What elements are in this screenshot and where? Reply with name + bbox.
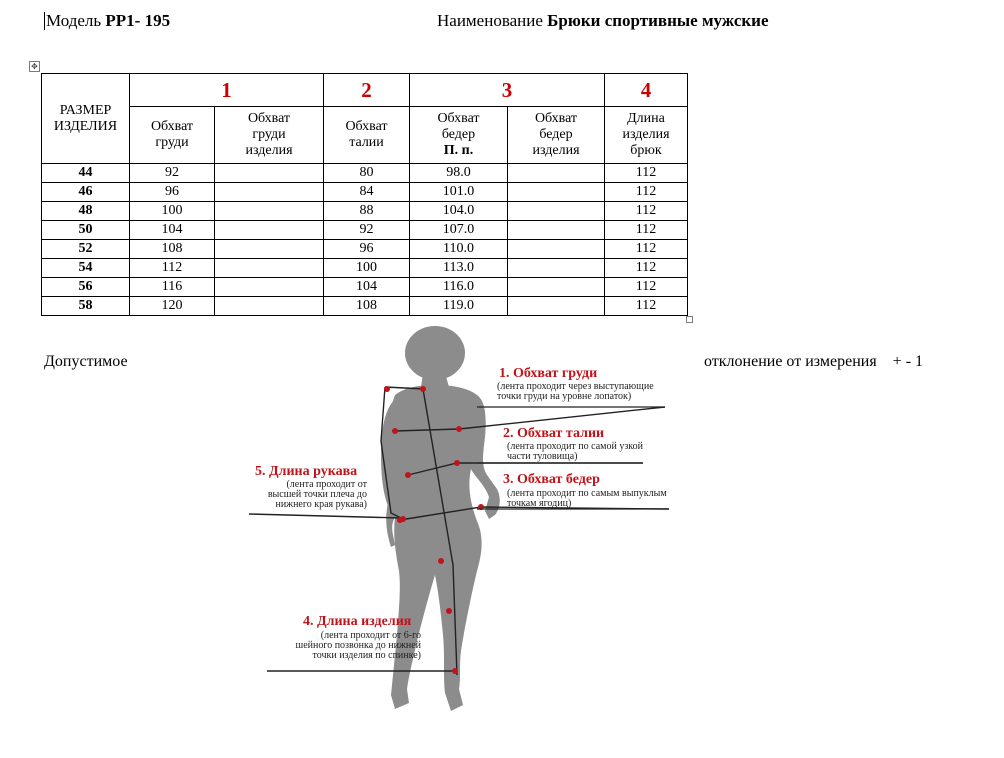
table-cell: 116.0: [410, 278, 508, 297]
table-cell: 100: [130, 202, 215, 221]
label-sleeve-length: [255, 464, 368, 510]
table-cell: 84: [324, 183, 410, 202]
table-move-handle-icon[interactable]: ✥: [29, 61, 40, 72]
tolerance-left-text: Допустимое: [44, 353, 128, 370]
table-cell: 107.0: [410, 221, 508, 240]
table-cell: 112: [605, 221, 688, 240]
column-header-line: груди: [252, 127, 286, 142]
column-header: [508, 107, 605, 164]
group-header-3: 3: [410, 74, 605, 107]
label-waist: [503, 426, 644, 462]
table-cell: 96: [130, 183, 215, 202]
table-cell: [508, 278, 605, 297]
size-cell: 44: [42, 164, 130, 183]
text-cursor: [44, 12, 45, 30]
table-cell: 112: [605, 240, 688, 259]
table-cell: 112: [130, 259, 215, 278]
table-cell: 80: [324, 164, 410, 183]
size-cell: 56: [42, 278, 130, 297]
column-header-line: брюк: [630, 143, 662, 158]
svg-text:(лента проходит от 6-го: (лента проходит от 6-го: [320, 630, 421, 641]
group-header-1: 1: [130, 74, 324, 107]
table-cell: 100: [324, 259, 410, 278]
svg-text:точки изделия по спинке): точки изделия по спинке): [312, 650, 421, 661]
table-cell: 112: [605, 297, 688, 316]
table-cell: 92: [324, 221, 410, 240]
label-chest: [497, 366, 654, 402]
group-header-2: 2: [324, 74, 410, 107]
column-header-line: талии: [349, 135, 384, 150]
size-cell: 54: [42, 259, 130, 278]
column-header-line: П. п.: [443, 143, 474, 158]
svg-text:(лента проходит от: (лента проходит от: [286, 479, 367, 490]
table-cell: 108: [130, 240, 215, 259]
table-row: [42, 240, 688, 259]
table-cell: 108: [324, 297, 410, 316]
column-header-line: изделия: [622, 127, 670, 142]
svg-text:шейного позвонка до нижней: шейного позвонка до нижней: [295, 640, 421, 651]
table-cell: [508, 240, 605, 259]
model-line: [46, 11, 170, 31]
table-cell: 116: [130, 278, 215, 297]
table-cell: [508, 259, 605, 278]
table-cell: [215, 221, 324, 240]
table-cell: [215, 164, 324, 183]
table-cell: [215, 202, 324, 221]
column-header: [324, 107, 410, 164]
label-hips: [503, 472, 667, 509]
name-value: Брюки спортивные мужские: [547, 11, 769, 30]
model-value: РР1- 195: [105, 11, 171, 30]
table-cell: 104.0: [410, 202, 508, 221]
column-header-line: Длина: [627, 111, 665, 126]
name-label: Наименование: [437, 11, 543, 30]
column-header-line: Обхват: [150, 119, 194, 134]
column-header: [410, 107, 508, 164]
column-header-line: груди: [155, 135, 189, 150]
column-header-line: бедер: [539, 127, 573, 142]
table-row: [42, 202, 688, 221]
svg-text:(лента проходит по самой узкой: (лента проходит по самой узкой: [507, 441, 643, 452]
svg-text:2. Обхват талии: 2. Обхват талии: [503, 426, 605, 441]
measurement-figure: [245, 325, 685, 720]
size-cell: 46: [42, 183, 130, 202]
column-header: [215, 107, 324, 164]
column-header: [130, 107, 215, 164]
table-cell: 112: [605, 164, 688, 183]
svg-text:4. Длина изделия: 4. Длина изделия: [303, 614, 412, 629]
table-cell: [508, 183, 605, 202]
table-row: [42, 221, 688, 240]
table-cell: [508, 221, 605, 240]
table-resize-handle[interactable]: [686, 316, 693, 323]
table-cell: 96: [324, 240, 410, 259]
label-garment-length: [296, 614, 422, 661]
table-cell: [215, 278, 324, 297]
size-cell: 48: [42, 202, 130, 221]
size-table: [41, 73, 688, 316]
table-cell: 119.0: [410, 297, 508, 316]
table-cell: [508, 164, 605, 183]
svg-text:1. Обхват груди: 1. Обхват груди: [499, 366, 598, 381]
table-cell: [215, 259, 324, 278]
table-cell: 120: [130, 297, 215, 316]
svg-text:высшей точки плеча до: высшей точки плеча до: [267, 489, 367, 500]
table-cell: [215, 297, 324, 316]
table-cell: 112: [605, 202, 688, 221]
group-header-4: 4: [605, 74, 688, 107]
table-cell: 104: [130, 221, 215, 240]
svg-text:(лента проходит по самым выпук: (лента проходит по самым выпуклым: [507, 488, 667, 499]
column-header: [605, 107, 688, 164]
size-cell: 58: [42, 297, 130, 316]
table-cell: 98.0: [410, 164, 508, 183]
table-cell: [508, 297, 605, 316]
svg-text:точкам ягодиц): точкам ягодиц): [507, 498, 572, 509]
table-row: [42, 164, 688, 183]
table-cell: 110.0: [410, 240, 508, 259]
svg-text:3. Обхват бедер: 3. Обхват бедер: [503, 472, 600, 487]
size-column-header: РАЗМЕР ИЗДЕЛИЯ: [42, 74, 130, 164]
table-row: [42, 297, 688, 316]
tolerance-right-text: отклонение от измерения + - 1: [704, 353, 924, 370]
table-cell: [215, 240, 324, 259]
column-header-line: бедер: [441, 127, 476, 142]
model-label: Модель: [46, 11, 102, 30]
svg-text:точки груди на уровне лопаток): точки груди на уровне лопаток): [497, 391, 632, 402]
size-cell: 52: [42, 240, 130, 259]
table-cell: 112: [605, 259, 688, 278]
svg-text:(лента проходит через выступаю: (лента проходит через выступающие: [497, 381, 654, 392]
column-header-line: изделия: [532, 143, 580, 158]
column-header-line: изделия: [245, 143, 293, 158]
table-cell: 113.0: [410, 259, 508, 278]
column-header-line: Обхват: [437, 111, 480, 126]
table-cell: 88: [324, 202, 410, 221]
column-header-line: Обхват: [345, 119, 388, 134]
svg-text:5. Длина рукава: 5. Длина рукава: [255, 464, 358, 479]
column-header-line: Обхват: [247, 111, 291, 126]
table-row: [42, 183, 688, 202]
table-cell: [215, 183, 324, 202]
product-name-line: [437, 11, 769, 31]
table-cell: [508, 202, 605, 221]
table-cell: 112: [605, 183, 688, 202]
svg-text:нижнего края рукава): нижнего края рукава): [275, 499, 367, 510]
table-row: [42, 259, 688, 278]
column-header-line: Обхват: [534, 111, 578, 126]
table-cell: 101.0: [410, 183, 508, 202]
size-cell: 50: [42, 221, 130, 240]
table-cell: 112: [605, 278, 688, 297]
table-cell: 92: [130, 164, 215, 183]
table-cell: 104: [324, 278, 410, 297]
svg-text:части туловища): части туловища): [507, 451, 578, 462]
table-row: [42, 278, 688, 297]
